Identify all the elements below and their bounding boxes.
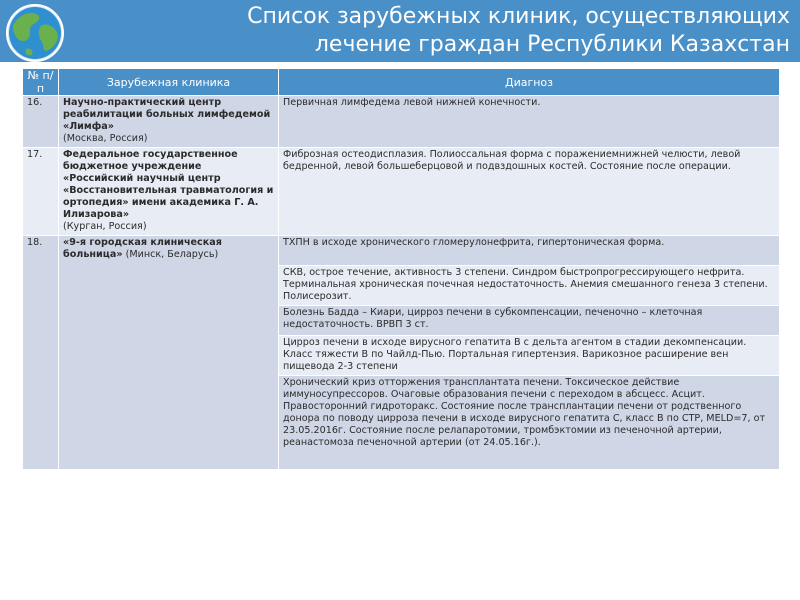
table-row — [23, 148, 780, 236]
row-num: 16. — [23, 96, 59, 148]
clinic-name: «9-я городская клиническая больница» — [63, 237, 222, 260]
table-header-row — [23, 69, 780, 96]
clinic-cell — [59, 236, 279, 470]
header-num: № п/п — [23, 69, 59, 96]
globe-icon — [2, 3, 68, 69]
diagnosis-cell: ТХПН в исходе хронического гломерулонефрита, гипертоническая форма. — [279, 236, 780, 266]
clinic-location: (Минск, Беларусь) — [122, 249, 219, 260]
diagnosis-cell: Хронический криз отторжения трансплантата печени. Токсическое действие иммуносупрессоров. Очаговые образования печени с переходом в абсцесс. Асцит. Правосторонний гидроторакс. Состояние после трансплантации печени от родственного донора по поводу цирроза печени в исходе вирусного гепатита С, класс В по СТР, MELD=7, от 23.05.2016г. Состояние после релапаротомии, тромбэктомии из печеночной артерии, реанастомоза печеночной артерии (от 24.05.16г.). — [279, 376, 780, 470]
diagnosis-cell: Болезнь Бадда – Киари, цирроз печени в субкомпенсации, печеночно – клеточная недостаточность. ВРВП 3 ст. — [279, 306, 780, 336]
diagnosis-cell: Фиброзная остеодисплазия. Полиоссальная форма с поражениемнижней челюсти, левой бедренной, левой большеберцовой и подвздошных костей. Состояние после операции. — [279, 148, 780, 236]
clinic-name: Федеральное государственное бюджетное учреждение «Российский научный центр «Восстановительная травматология и ортопедия» имени академика Г. А. Илизарова» — [63, 149, 274, 220]
title-line-1: Список зарубежных клиник, осуществляющих — [247, 4, 790, 29]
diagnosis-cell: СКВ, острое течение, активность 3 степени. Синдром быстропрогрессирующего нефрита. Терминальная хроническая почечная недостаточность. Анемия смешанного генеза 3 степени. Полисерозит. — [279, 266, 780, 306]
clinic-location: (Курган, Россия) — [63, 221, 147, 232]
table-row — [23, 96, 780, 148]
diagnosis-cell: Первичная лимфедема левой нижней конечности. — [279, 96, 780, 148]
clinic-cell — [59, 148, 279, 236]
page-title — [150, 3, 790, 59]
title-line-2: лечение граждан Республики Казахстан — [314, 32, 790, 57]
header-diagnosis: Диагноз — [279, 69, 780, 96]
slide-header — [0, 0, 800, 62]
clinic-location: (Москва, Россия) — [63, 133, 148, 144]
diagnosis-cell: Цирроз печени в исходе вирусного гепатита В с дельта агентом в стадии декомпенсации. Класс тяжести В по Чайлд-Пью. Портальная гипертензия. Варикозное расширение вен пищевода 2-3 степени — [279, 336, 780, 376]
row-num: 17. — [23, 148, 59, 236]
header-clinic: Зарубежная клиника — [59, 69, 279, 96]
clinic-cell — [59, 96, 279, 148]
clinics-table — [22, 68, 780, 470]
row-num: 18. — [23, 236, 59, 470]
clinic-name: Научно-практический центр реабилитации больных лимфедемой «Лимфа» — [63, 97, 271, 132]
table-row — [23, 236, 780, 266]
